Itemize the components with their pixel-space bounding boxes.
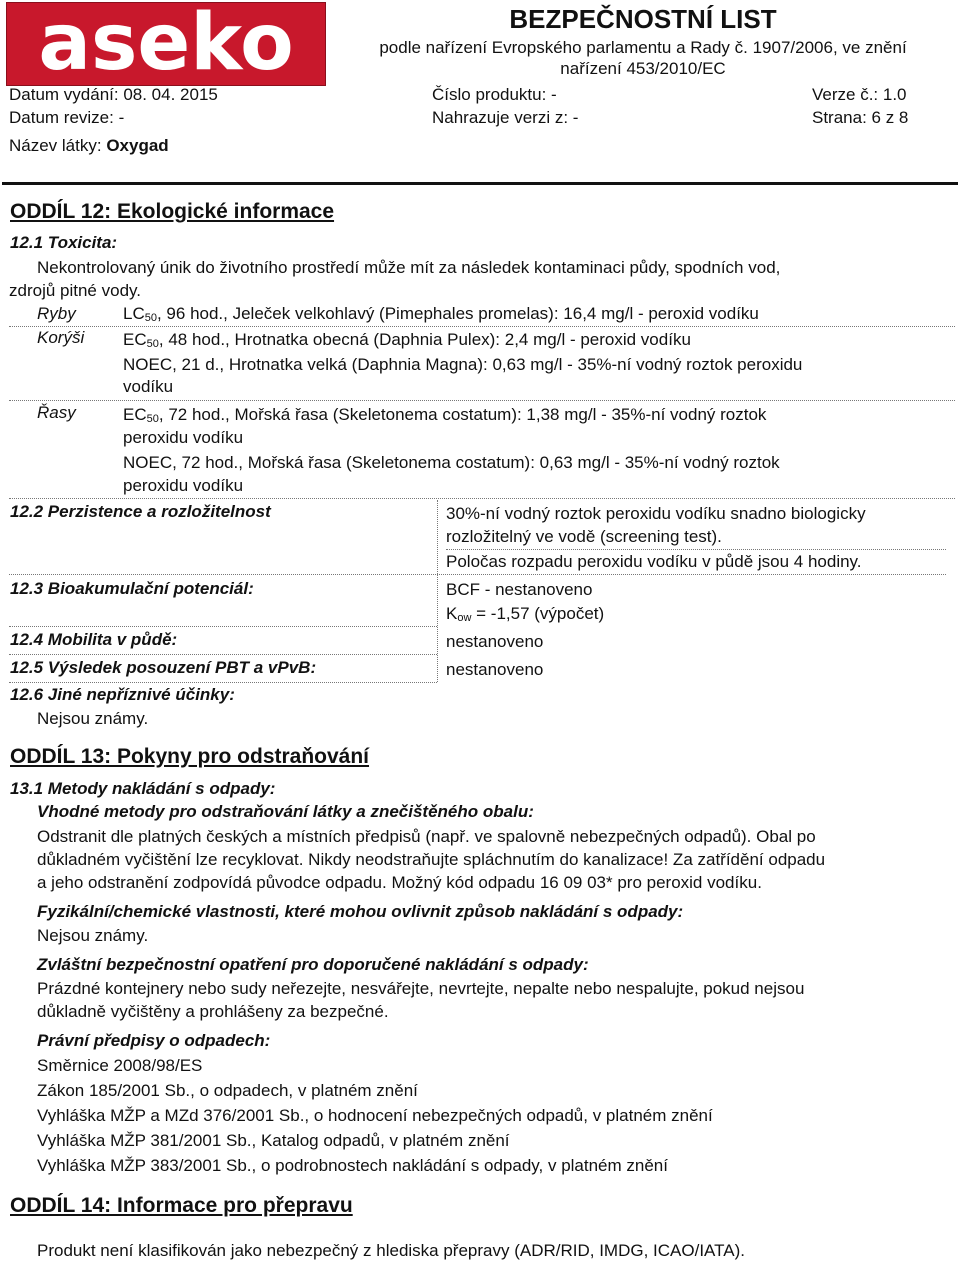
transport-statement: Produkt není klasifikován jako nebezpečný z hlediska přepravy (ADR/RID, IMDG, ICAO/IATA). xyxy=(37,1241,745,1260)
suitable-methods-line-3: a jeho odstranění zodpovídá původce odpadu. Možný kód odpadu 16 09 03* pro peroxid vodíku. xyxy=(37,873,762,892)
toxicity-intro-line-2: zdrojů pitné vody. xyxy=(9,281,141,300)
persistence-heading: 12.2 Perzistence a rozložitelnost xyxy=(10,502,271,521)
header-divider xyxy=(2,182,958,185)
suitable-methods-heading: Vhodné metody pro odstraňování látky a znečištěného obalu: xyxy=(37,802,534,821)
column-divider xyxy=(437,500,438,682)
logo-text: aseko xyxy=(38,3,294,85)
subtitle-line-2: nařízení 453/2010/EC xyxy=(560,59,726,78)
waste-methods-heading: 13.1 Metody nakládání s odpady: xyxy=(10,779,276,798)
substance-name xyxy=(9,136,169,156)
special-precautions-line-2: důkladně vyčištěny a prohlášeny za bezpečné. xyxy=(37,1002,389,1021)
page-number: Strana: 6 z 8 xyxy=(812,108,909,127)
fish-lc-sub: 50 xyxy=(144,312,157,324)
persistence-line-3: Poločas rozpadu peroxidu vodíku v půdě jsou 4 hodiny. xyxy=(446,552,862,571)
legislation-heading: Právní předpisy o odpadech: xyxy=(37,1031,271,1050)
bioaccumulation-line-1: BCF - nestanoveno xyxy=(446,580,593,599)
kow-text: = -1,57 (výpočet) xyxy=(471,604,605,623)
row-divider xyxy=(9,400,955,401)
pbt-value: nestanoveno xyxy=(446,660,544,679)
legislation-item-5: Vyhláška MŽP 383/2001 Sb., o podrobnostech nakládání s odpady, v platném znění xyxy=(37,1156,668,1175)
legislation-item-2: Zákon 185/2001 Sb., o odpadech, v platném znění xyxy=(37,1081,418,1100)
algae-value-2b: peroxidu vodíku xyxy=(123,476,244,495)
fish-label: Ryby xyxy=(37,304,76,323)
kow-sub: ow xyxy=(457,612,472,624)
row-divider xyxy=(9,574,946,575)
section-14-title: ODDÍL 14: Informace pro přepravu xyxy=(10,1194,353,1217)
fish-text: , 96 hod., Jeleček velkohlavý (Pimephales promelas): 16,4 mg/l - peroxid vodíku xyxy=(156,304,759,323)
replaces-version: Nahrazuje verzi z: - xyxy=(432,108,579,127)
row-divider xyxy=(9,626,437,627)
crustacea-ec-sub: 50 xyxy=(146,338,159,350)
fish-value xyxy=(123,304,759,324)
fish-lc: LC xyxy=(123,304,145,323)
crustacea-value-1 xyxy=(123,330,691,350)
row-divider xyxy=(9,654,437,655)
row-divider xyxy=(9,326,955,327)
bioaccumulation-line-2 xyxy=(446,604,604,624)
suitable-methods-line-1: Odstranit dle platných českých a místních předpisů (např. ve spalovně nebezpečných odpadů). Obal po xyxy=(37,827,816,846)
algae-text-1: , 72 hod., Mořská řasa (Skeletonema costatum): 1,38 mg/l - 35%-ní vodný roztok xyxy=(158,405,767,424)
row-divider xyxy=(446,549,946,550)
substance-value: Oxygad xyxy=(106,136,169,155)
other-effects-value: Nejsou známy. xyxy=(37,709,149,728)
crustacea-ec: EC xyxy=(123,330,147,349)
legislation-item-3: Vyhláška MŽP a MZd 376/2001 Sb., o hodnocení nebezpečných odpadů, v platném znění xyxy=(37,1106,713,1125)
bioaccumulation-heading: 12.3 Bioakumulační potenciál: xyxy=(10,579,254,598)
toxicity-intro-line-1: Nekontrolovaný únik do životního prostředí může mít za následek kontaminaci půdy, spodních vod, xyxy=(37,258,781,277)
persistence-line-2: rozložitelný ve vodě (screening test). xyxy=(446,527,722,546)
algae-value-1b: peroxidu vodíku xyxy=(123,428,244,447)
aseko-logo xyxy=(6,2,326,86)
product-number: Číslo produktu: - xyxy=(432,85,557,104)
crustacea-value-2a: NOEC, 21 d., Hrotnatka velká (Daphnia Magna): 0,63 mg/l - 35%-ní vodný roztok peroxidu xyxy=(123,355,803,374)
algae-value-1a xyxy=(123,405,766,425)
row-divider xyxy=(9,498,955,499)
substance-label: Název látky: xyxy=(9,136,102,155)
toxicity-heading: 12.1 Toxicita: xyxy=(10,233,118,252)
crustacea-value-2b: vodíku xyxy=(123,377,174,396)
logo-graphic xyxy=(7,3,325,85)
legislation-item-4: Vyhláška MŽP 381/2001 Sb., Katalog odpadů, v platném znění xyxy=(37,1131,510,1150)
document-subtitle xyxy=(330,37,956,79)
row-divider xyxy=(9,682,437,683)
revision-date: Datum revize: - xyxy=(9,108,125,127)
other-effects-heading: 12.6 Jiné nepříznivé účinky: xyxy=(10,685,235,704)
kow-k: K xyxy=(446,604,458,623)
physchem-heading: Fyzikální/chemické vlastnosti, které mohou ovlivnit způsob nakládání s odpady: xyxy=(37,902,684,921)
subtitle-line-1: podle nařízení Evropského parlamentu a Rady č. 1907/2006, ve znění xyxy=(379,38,907,57)
physchem-value: Nejsou známy. xyxy=(37,926,149,945)
special-precautions-heading: Zvláštní bezpečnostní opatření pro doporučené nakládání s odpady: xyxy=(37,955,589,974)
persistence-line-1: 30%-ní vodný roztok peroxidu vodíku snadno biologicky xyxy=(446,504,866,523)
section-12-title: ODDÍL 12: Ekologické informace xyxy=(10,200,335,223)
version: Verze č.: 1.0 xyxy=(812,85,907,104)
algae-value-2a: NOEC, 72 hod., Mořská řasa (Skeletonema costatum): 0,63 mg/l - 35%-ní vodný roztok xyxy=(123,453,780,472)
suitable-methods-line-2: důkladném vyčištění lze recyklovat. Nikdy neodstraňujte spláchnutím do kanalizace! Za zatřídění odpadu xyxy=(37,850,826,869)
crustacea-text-1: , 48 hod., Hrotnatka obecná (Daphnia Pulex): 2,4 mg/l - peroxid vodíku xyxy=(158,330,691,349)
document-title: BEZPEČNOSTNÍ LIST xyxy=(509,4,777,34)
crustacea-label: Korýši xyxy=(37,328,85,347)
pbt-heading: 12.5 Výsledek posouzení PBT a vPvB: xyxy=(10,658,317,677)
mobility-heading: 12.4 Mobilita v půdě: xyxy=(10,630,178,649)
special-precautions-line-1: Prázdné kontejnery nebo sudy neřezejte, nesvářejte, nevrtejte, nepalte nebo nespalujte, pokud nejsou xyxy=(37,979,805,998)
legislation-item-1: Směrnice 2008/98/ES xyxy=(37,1056,203,1075)
section-13-title: ODDÍL 13: Pokyny pro odstraňování xyxy=(10,745,370,768)
algae-ec-sub: 50 xyxy=(146,413,159,425)
algae-label: Řasy xyxy=(37,403,76,422)
algae-ec: EC xyxy=(123,405,147,424)
issue-date: Datum vydání: 08. 04. 2015 xyxy=(9,85,218,104)
mobility-value: nestanoveno xyxy=(446,632,544,651)
